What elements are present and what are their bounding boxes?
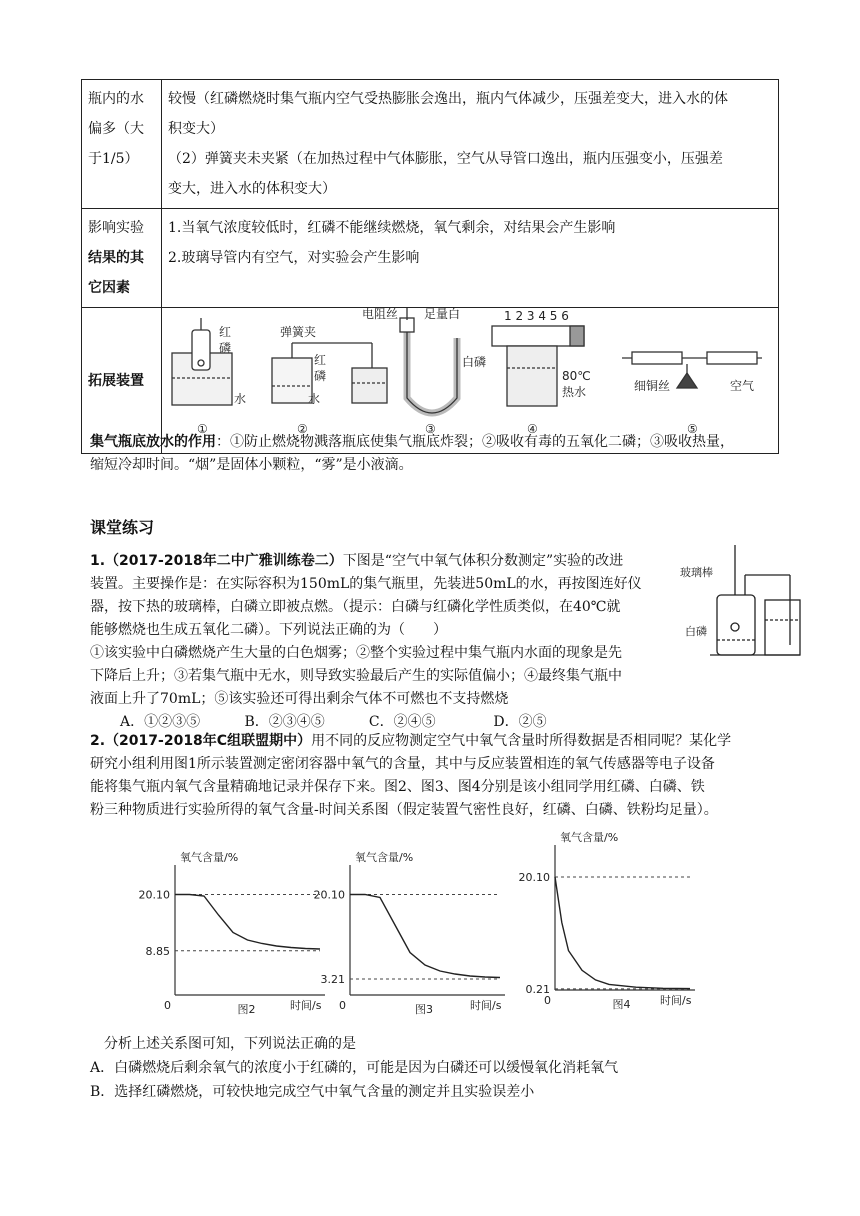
x-axis-label: 时间/s: [660, 994, 692, 1007]
summary-table: [81, 79, 779, 454]
question-1-apparatus: [680, 545, 800, 670]
series-line: [555, 877, 690, 989]
device-4-label: 白磷: [462, 355, 487, 369]
chart-title: 图4: [612, 998, 631, 1011]
device-5-label: 细铜丝: [634, 379, 671, 393]
device-4-label: 热水: [562, 385, 587, 399]
device-2-figure: [272, 343, 387, 403]
tick-label: 20.10: [313, 888, 345, 902]
option-c: C．②④⑤: [368, 714, 436, 730]
table-row: [82, 209, 779, 308]
device-4-scale: 1 2 3 4 5 6: [504, 309, 569, 323]
y-axis-label: 氧气含量/%: [355, 851, 414, 864]
device-3-label: 电阻丝: [362, 307, 399, 321]
device-4-label: 80℃: [562, 369, 591, 383]
chart-title: 图3: [415, 1003, 433, 1016]
device-3-label: 足量白: [424, 307, 461, 321]
device-1-label: 磷: [219, 341, 232, 355]
question-2: 2.（2017-2018年C组联盟期中）用不同的反应物测定空气中氧气含量时所得数据是否相同呢？某化学 研究小组利用图1所示装置测定密闭容器中氧气的含量，其中与反应装置相连的氧气传感器等电子设备 能将集气瓶内氧气含量精确地记录并保存下来。图2、图3、图4分别是该小组同学用红磷、白磷、铁 粉三种物质进行实验所得的氧气含量-时间关系图（假定装置气密性良好，红磷、白磷、铁粉均足量）。: [90, 733, 732, 818]
origin-label: 0: [339, 999, 346, 1012]
water-purpose-note: 集气瓶底放水的作用：①防止燃烧物溅落瓶底使集气瓶底炸裂；②吸收有毒的五氧化二磷；③吸收热量， 缩短冷却时间。“烟”是固体小颗粒，“雾”是小液滴。: [90, 434, 734, 473]
device-3-number: ③: [425, 422, 436, 436]
device-1-label: 红: [219, 325, 232, 339]
series-line: [175, 895, 320, 950]
tick-label: 20.10: [518, 870, 550, 884]
tick-label: 3.21: [320, 972, 345, 986]
series-line: [350, 895, 500, 978]
y-axis-label: 氧气含量/%: [560, 831, 619, 844]
option-b: B．②③④⑤: [244, 714, 325, 730]
x-axis-label: 时间/s: [470, 999, 502, 1012]
device-1-label: 水: [234, 392, 247, 406]
device-1-number: ①: [197, 422, 208, 436]
option-d: D．②⑤: [493, 714, 547, 730]
y-axis-label: 氧气含量/%: [180, 851, 239, 864]
question-1: 1.（2017-2018年二中广雅训练卷二）下图是“空气中氧气体积分数测定”实验的改进 装置。主要操作是：在实际容积为150mL的集气瓶里，先装进50mL的水，再按图连好仪 器，按下热的玻璃棒，白磷立即被点燃。（提示：白磷与红磷化学性质类似，在40℃就 能够燃烧也生成五氧化二磷）。下列说法正确的为（ ） ①该实验中白磷燃烧产生大量的白色烟雾；②整个实验过程中集气瓶内水面的现象是先 下降后上升；③若集气瓶中无水，则导致实验最后产生的实际值偏小；④最终集气瓶中 液面上升了70mL；⑤该实验还可得出剩余气体不可燃也不支持燃烧 A．①②③⑤ B．②③④⑤ C．②④⑤ D．②⑤: [90, 550, 690, 734]
option-a: A．①②③⑤: [120, 714, 201, 730]
row-content: 较慢（红磷燃烧时集气瓶内空气受热膨胀会逸出，瓶内气体减少，压强差变大，进入水的体 积变大） （2）弹簧夹未夹紧（在加热过程中气体膨胀，空气从导管口逸出，瓶内压强变小，压强差 变大，进入水的体积变大）: [162, 80, 779, 209]
table-row: [82, 80, 779, 209]
tick-label: 20.10: [138, 888, 170, 902]
device-4-number: ④: [527, 422, 538, 436]
row-label: 影响实验 结果的其 它因素: [82, 209, 162, 308]
glass-rod-label: 玻璃棒: [680, 566, 713, 579]
chart-title: 图2: [237, 1003, 256, 1016]
tick-label: 0.21: [525, 982, 550, 996]
white-phosphorus-label: 白磷: [685, 625, 707, 638]
device-2-number: ②: [297, 422, 308, 436]
device-5-label: 空气: [730, 379, 755, 393]
row-label: 拓展装置: [82, 308, 162, 454]
origin-label: 0: [544, 994, 551, 1007]
analysis-text: 分析上述关系图可知，下列说法正确的是: [104, 1036, 356, 1052]
device-3-figure: [400, 308, 457, 413]
tick-label: 8.85: [145, 944, 170, 958]
device-2-label: 磷: [314, 369, 327, 383]
row-content: 1.当氧气浓度较低时，红磷不能继续燃烧，氧气剩余，对结果会产生影响 2.玻璃导管内有空气，对实验会产生影响: [162, 209, 779, 308]
device-2-label: 弹簧夹: [280, 325, 317, 339]
option-a: A．白磷燃烧后剩余氧气的浓度小于红磷的，可能是因为白磷还可以缓慢氧化消耗氧气: [90, 1060, 619, 1076]
origin-label: 0: [164, 999, 171, 1012]
row-label: 瓶内的水 偏多（大 于1/5）: [82, 80, 162, 209]
oxygen-charts: [138, 831, 692, 1020]
x-axis-label: 时间/s: [290, 999, 322, 1012]
option-b: B．选择红磷燃烧，可较快地完成空气中氧气含量的测定并且实验误差小: [90, 1084, 535, 1100]
device-2-label: 红: [314, 353, 327, 367]
device-5-number: ⑤: [687, 422, 698, 436]
section-title: 课堂练习: [90, 518, 155, 537]
device-illustrations: [162, 308, 778, 442]
device-2-label: 水: [308, 392, 321, 406]
